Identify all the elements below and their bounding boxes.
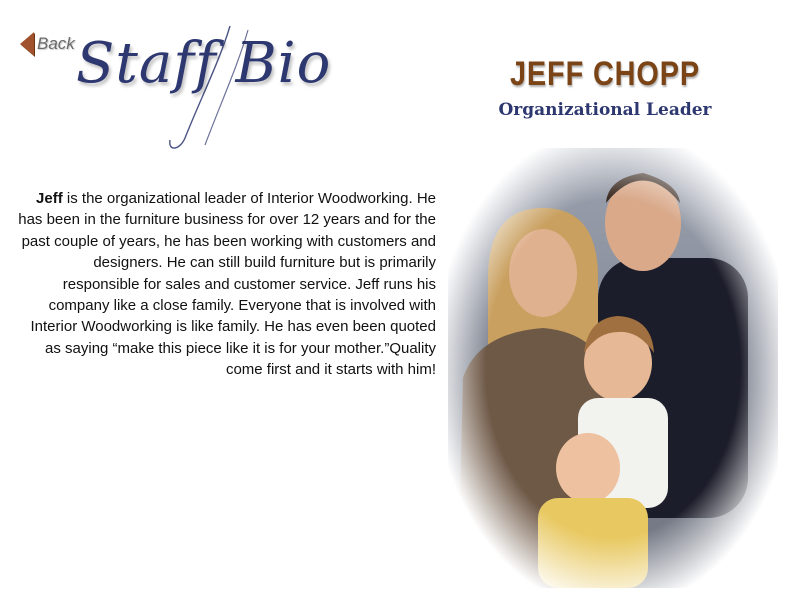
back-link[interactable] — [20, 32, 75, 56]
staff-name: JEFF CHOPP — [510, 55, 700, 93]
bio-text: is the organizational leader of Interior Woodworking. He has been in the furniture business for over 12 years and for the past couple of years, he has been working with customers and designers. He can still build furniture but is primarily responsible for sales and customer service. Jeff runs his company like a close family. Everyone that is involved with Interior Woodworking is like family. He has even been quoted as saying “make this piece like it is for your mother.”Quality come first and it starts with him! — [18, 190, 436, 379]
bio-lead: Jeff — [36, 190, 63, 207]
page-title: Staff Bio — [76, 31, 332, 96]
staff-role: Organizational Leader — [498, 100, 712, 120]
back-arrow-icon — [20, 32, 34, 56]
bio-paragraph — [18, 188, 436, 381]
family-photo — [448, 148, 778, 588]
back-label: Back — [37, 34, 75, 53]
